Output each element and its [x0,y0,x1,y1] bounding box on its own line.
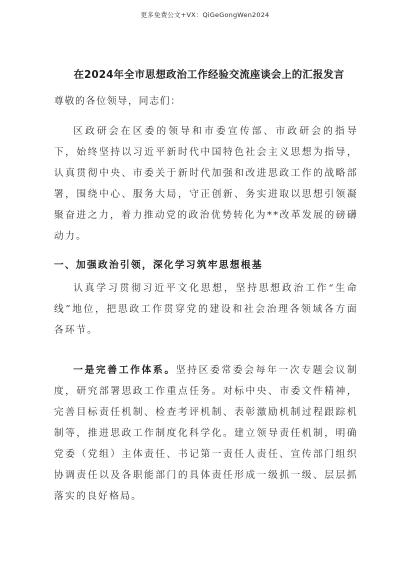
header-note: 更多免费公文+VX：QiGeGongWen2024 [140,11,270,19]
point-lead: 一是完善工作体系。 [73,365,176,376]
section-heading: 一、加强政治引领，深化学习筑牢思想根基 [54,260,263,271]
salutation: 尊敬的各位领导，同志们： [54,96,182,107]
section-body-paragraph: 认真学习贯彻习近平文化思想，坚持思想政治工作“生命线”地位，把思政工作贯穿党的建设和社会治理各领域各方面各环节。 [54,283,358,336]
point-paragraph [54,360,358,507]
document-title: 在2024年全市思想政治工作经验交流座谈会上的汇报发言 [73,70,345,81]
intro-paragraph: 区政研会在区委的领导和市委宣传部、市政研会的指导下，始终坚持以习近平新时代中国特色社会主义思想为指导，认真贯彻中央、市委关于新时代加强和改进思政工作的战略部署，围绕中心、服务大局，守正创新、务实进取以思想引领凝聚奋进之力，着力推动党的政治优势转化为**改革发展的磅礴动力。 [54,126,358,242]
point-body: 坚持区委常委会每年一次专题会议制度，研究部署思政工作重点任务。对标中央、市委文件精神，完善目标责任机制、检查考评机制、表彰激励机制过程跟踪机制等，推进思政工作制度化科学化。建立领导责任机制，明确党委（党组）主体责任、书记第一责任人责任、宣传部门组织协调责任以及各职能部门的具体责任形成一级抓一级、层层抓落实的良好格局。 [54,365,358,502]
